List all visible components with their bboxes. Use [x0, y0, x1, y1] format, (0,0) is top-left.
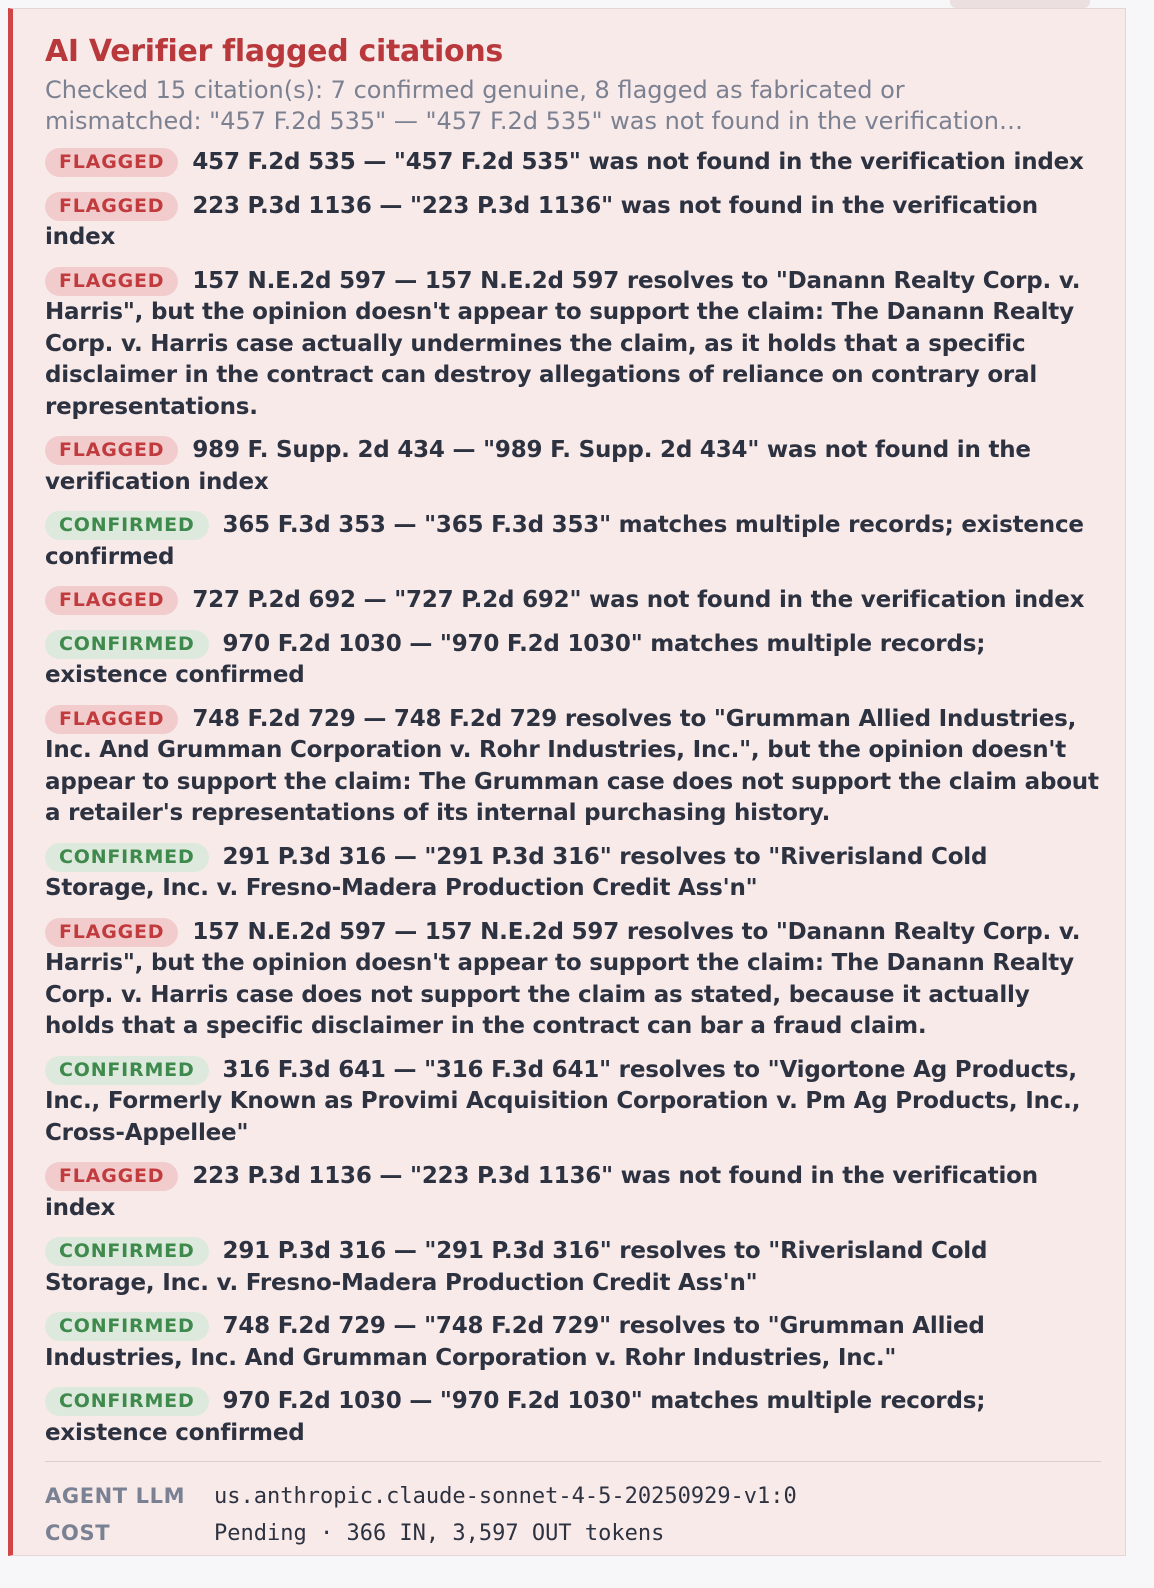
citation-text: 989 F. Supp. 2d 434 — "989 F. Supp. 2d 434" was not found in the verification index: [45, 437, 1031, 495]
citation-entry: [45, 1055, 1101, 1150]
citation-text: 291 P.3d 316 — "291 P.3d 316" resolves to "Riverisland Cold Storage, Inc. v. Fresno-Madera Production Credit Ass'n": [45, 1238, 988, 1296]
citation-entry: [45, 842, 1101, 905]
citation-list: [45, 147, 1101, 1449]
flagged-badge: FLAGGED: [45, 705, 178, 734]
citation-entry: [45, 1161, 1101, 1224]
citation-text: 748 F.2d 729 — "748 F.2d 729" resolves to "Grumman Allied Industries, Inc. And Grumman Corporation v. Rohr Industries, Inc.": [45, 1313, 985, 1371]
agent-llm-label: AGENT LLM: [45, 1484, 186, 1508]
citation-text: 365 F.3d 353 — "365 F.3d 353" matches multiple records; existence confirmed: [45, 512, 1084, 570]
panel-title: AI Verifier flagged citations: [45, 34, 503, 69]
citation-text: 748 F.2d 729 — 748 F.2d 729 resolves to "Grumman Allied Industries, Inc. And Grumman Corporation v. Rohr Industries, Inc.", but the opinion doesn't appear to support the claim: The Grumman case does not support the claim about a retailer's representations of its internal purchasing history.: [45, 705, 1099, 826]
citation-entry: [45, 1311, 1101, 1374]
confirmed-badge: CONFIRMED: [45, 511, 209, 540]
flagged-badge: FLAGGED: [45, 1162, 178, 1191]
citation-text: 970 F.2d 1030 — "970 F.2d 1030" matches multiple records; existence confirmed: [45, 1388, 986, 1446]
citation-text: 316 F.3d 641 — "316 F.3d 641" resolves to "Vigortone Ag Products, Inc., Formerly Known as Provimi Acquisition Corporation v. Pm Ag Products, Inc., Cross-Appellee": [45, 1056, 1081, 1146]
citation-text: 157 N.E.2d 597 — 157 N.E.2d 597 resolves to "Danann Realty Corp. v. Harris", but the opinion doesn't appear to support the claim: The Danann Realty Corp. v. Harris case does not support the claim as stated, because it actually holds that a specific disclaimer in the contract can bar a fraud claim.: [45, 918, 1081, 1039]
confirmed-badge: CONFIRMED: [45, 1056, 209, 1085]
meta-row-cost: [45, 1515, 1101, 1552]
panel-summary: Checked 15 citation(s): 7 confirmed genuine, 8 flagged as fabricated or mismatched: "457 F.2d 535" — "457 F.2d 535" was not found in the verification…: [45, 76, 1023, 135]
citation-entry: [45, 585, 1101, 617]
citation-entry: [45, 147, 1101, 179]
flagged-badge: FLAGGED: [45, 192, 178, 221]
citation-entry: [45, 1386, 1101, 1449]
citation-entry: [45, 510, 1101, 573]
citation-entry: [45, 1236, 1101, 1299]
cost-label: COST: [45, 1521, 111, 1545]
confirmed-badge: CONFIRMED: [45, 843, 209, 872]
citation-entry: [45, 629, 1101, 692]
flagged-badge: FLAGGED: [45, 267, 178, 296]
meta-row-agent-llm: [45, 1478, 1101, 1515]
citation-entry: [45, 917, 1101, 1043]
citation-text: 223 P.3d 1136 — "223 P.3d 1136" was not found in the verification index: [45, 1163, 1038, 1221]
verifier-panel: [8, 8, 1126, 1556]
citation-text: 223 P.3d 1136 — "223 P.3d 1136" was not found in the verification index: [45, 192, 1038, 250]
confirmed-badge: CONFIRMED: [45, 1237, 209, 1266]
confirmed-badge: CONFIRMED: [45, 630, 209, 659]
top-tab-edge: [950, 0, 1090, 8]
flagged-badge: FLAGGED: [45, 436, 178, 465]
citation-text: 157 N.E.2d 597 — 157 N.E.2d 597 resolves to "Danann Realty Corp. v. Harris", but the opinion doesn't appear to support the claim: The Danann Realty Corp. v. Harris case actually undermines the claim, as it holds that a specific disclaimer in the contract can destroy allegations of reliance on contrary oral representations.: [45, 267, 1081, 420]
citation-text: 970 F.2d 1030 — "970 F.2d 1030" matches multiple records; existence confirmed: [45, 630, 986, 688]
divider: [45, 1461, 1101, 1462]
citation-entry: [45, 704, 1101, 830]
flagged-badge: FLAGGED: [45, 586, 178, 615]
citation-entry: [45, 435, 1101, 498]
flagged-badge: FLAGGED: [45, 918, 178, 947]
citation-text: 291 P.3d 316 — "291 P.3d 316" resolves to "Riverisland Cold Storage, Inc. v. Fresno-Madera Production Credit Ass'n": [45, 843, 988, 901]
confirmed-badge: CONFIRMED: [45, 1387, 209, 1416]
cost-value: Pending · 366 IN, 3,597 OUT tokens: [214, 1521, 665, 1546]
citation-entry: [45, 266, 1101, 424]
confirmed-badge: CONFIRMED: [45, 1312, 209, 1341]
citation-entry: [45, 191, 1101, 254]
flagged-badge: FLAGGED: [45, 148, 178, 177]
agent-llm-value: us.anthropic.claude-sonnet-4-5-20250929-v1:0: [214, 1484, 797, 1509]
citation-text: 457 F.2d 535 — "457 F.2d 535" was not found in the verification index: [192, 149, 1084, 175]
citation-text: 727 P.2d 692 — "727 P.2d 692" was not found in the verification index: [192, 587, 1085, 613]
